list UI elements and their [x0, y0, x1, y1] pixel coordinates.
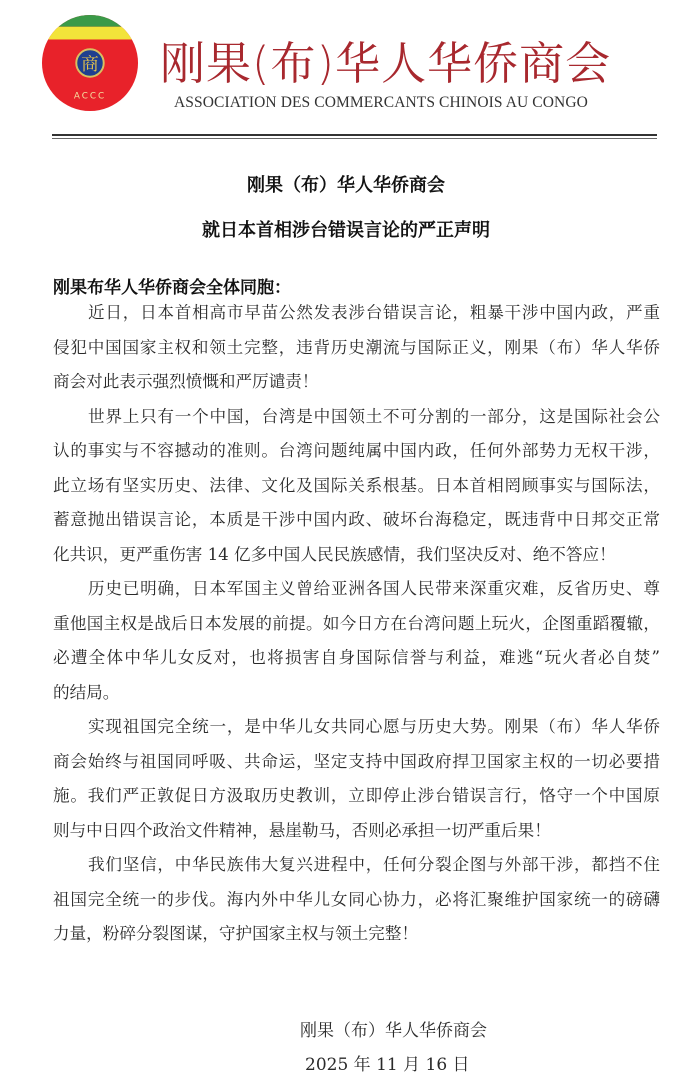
paragraph [53, 296, 660, 400]
paragraph-line: 必遭全体中华儿女反对，也将损害自身国际信誉与利益，难逃“玩火者必自焚” [53, 648, 660, 667]
paragraph-line: 的结局。 [53, 682, 120, 702]
document-title-org: 刚果（布）华人华侨商会 [247, 175, 445, 196]
paragraph-line: 商会始终与祖国同呼吸、共命运，坚定支持中国政府捍卫国家主权的一切必要措 [53, 751, 660, 771]
svg-text:ACCC: ACCC [73, 91, 107, 102]
paragraph-line: 近日，日本首相高市早苗公然发表涉台错误言论，粗暴干涉中国内政，严重 [88, 303, 660, 322]
association-logo [41, 14, 139, 112]
paragraph-line: 认的事实与不容撼动的准则。台湾问题纯属中国内政，任何外部势力无权干涉， [53, 441, 660, 460]
header-divider [52, 134, 657, 136]
salutation: 刚果布华人华侨商会全体同胞： [53, 278, 291, 298]
paragraph-line: 我们坚信，中华民族伟大复兴进程中，任何分裂企图与外部干涉，都挡不住 [88, 855, 660, 874]
paragraph-line: 施。我们严正敦促日方汲取历史教训，立即停止涉台错误言行，恪守一个中国原 [53, 786, 660, 805]
paragraph [53, 710, 660, 848]
paragraph-line: 商会对此表示强烈愤慨和严厉谴责！ [53, 372, 319, 391]
paragraph [53, 848, 660, 952]
paragraph-line: 蓄意抛出错误言论，本质是干涉中国内政、破坏台海稳定，既违背中日邦交正常 [53, 510, 660, 529]
statement-body [53, 296, 660, 952]
paragraph-line: 实现祖国完全统一，是中华儿女共同心愿与历史大势。刚果（布）华人华侨 [88, 717, 660, 736]
paragraph-line: 重他国主权是战后日本发展的前提。如今日方在台湾问题上玩火，企图重蹈覆辙， [53, 613, 660, 633]
svg-text:商: 商 [81, 54, 99, 75]
paragraph [53, 400, 660, 573]
paragraph-line: 此立场有坚实历史、法律、文化及国际关系根基。日本首相罔顾事实与国际法， [53, 475, 660, 495]
paragraph [53, 572, 660, 710]
association-name-chinese: 刚果(布)华人华侨商会 [160, 37, 612, 90]
paragraph-line: 化共识，更严重伤害 14 亿多中国人民民族感情，我们坚决反对、绝不答应！ [53, 544, 616, 564]
signature-organization: 刚果（布）华人华侨商会 [300, 1021, 487, 1041]
association-name-french: ASSOCIATION DES COMMERCANTS CHINOIS AU CONGO [174, 94, 588, 111]
paragraph-line: 则与中日四个政治文件精神，悬崖勒马，否则必承担一切严重后果！ [53, 820, 551, 840]
signature-date: 2025 年 11 月 16 日 [305, 1055, 470, 1075]
paragraph-line: 历史已明确，日本军国主义曾给亚洲各国人民带来深重灾难，反省历史、尊 [88, 579, 660, 598]
paragraph-line: 力量，粉碎分裂图谋，守护国家主权与领土完整！ [53, 924, 419, 943]
paragraph-line: 侵犯中国国家主权和领土完整，违背历史潮流与国际正义，刚果（布）华人华侨 [53, 337, 660, 357]
document-title: 就日本首相涉台错误言论的严正声明 [202, 220, 490, 241]
paragraph-line: 世界上只有一个中国，台湾是中国领土不可分割的一部分，这是国际社会公 [88, 406, 660, 426]
paragraph-line: 祖国完全统一的步伐。海内外中华儿女同心协力，必将汇聚维护国家统一的磅礴 [53, 889, 660, 909]
header-divider-thin [52, 138, 657, 139]
